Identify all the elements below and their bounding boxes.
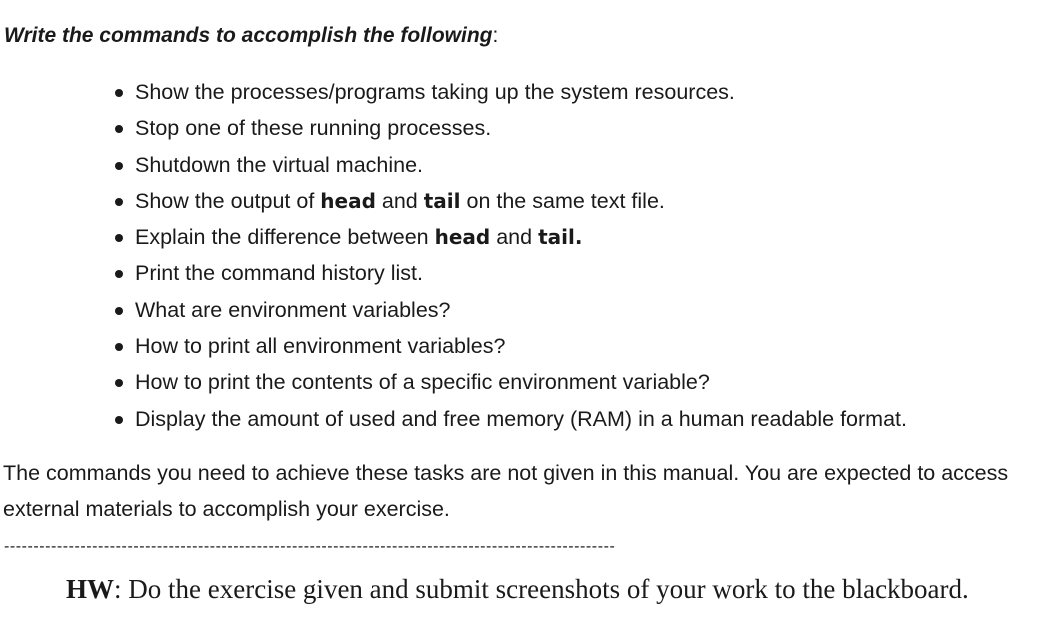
separator-line: -------------------------------------------------------------------------------------------------------- bbox=[4, 538, 616, 555]
task-item: Display the amount of used and free memory (RAM) in a human readable format. bbox=[110, 401, 907, 437]
task-list bbox=[110, 74, 907, 437]
hw-label: HW bbox=[66, 574, 115, 604]
keyword-tail: tail. bbox=[538, 225, 583, 250]
heading-text: Write the commands to accomplish the following bbox=[4, 24, 493, 47]
task-item: Explain the difference between head and tail. bbox=[110, 219, 907, 255]
task-item: Print the command history list. bbox=[110, 255, 907, 291]
instructions-heading bbox=[4, 22, 498, 50]
task-item: What are environment variables? bbox=[110, 292, 907, 328]
homework-line bbox=[66, 572, 969, 606]
keyword-head: head bbox=[434, 225, 491, 250]
heading-colon: : bbox=[492, 24, 499, 47]
task-item: How to print all environment variables? bbox=[110, 328, 907, 364]
task-item: Shutdown the virtual machine. bbox=[110, 147, 907, 183]
task-item: Show the output of head and tail on the same text file. bbox=[110, 183, 907, 219]
task-item: Show the processes/programs taking up the system resources. bbox=[110, 74, 907, 110]
keyword-head: head bbox=[320, 188, 376, 213]
hw-text: : Do the exercise given and submit screenshots of your work to the blackboard. bbox=[114, 574, 969, 604]
external-materials-note: The commands you need to achieve these tasks are not given in this manual. You are expected to access external materials to accomplish your exercise. bbox=[3, 461, 1009, 521]
keyword-tail: tail bbox=[423, 188, 461, 213]
task-item: Stop one of these running processes. bbox=[110, 110, 907, 146]
task-item: How to print the contents of a specific environment variable? bbox=[110, 364, 907, 400]
